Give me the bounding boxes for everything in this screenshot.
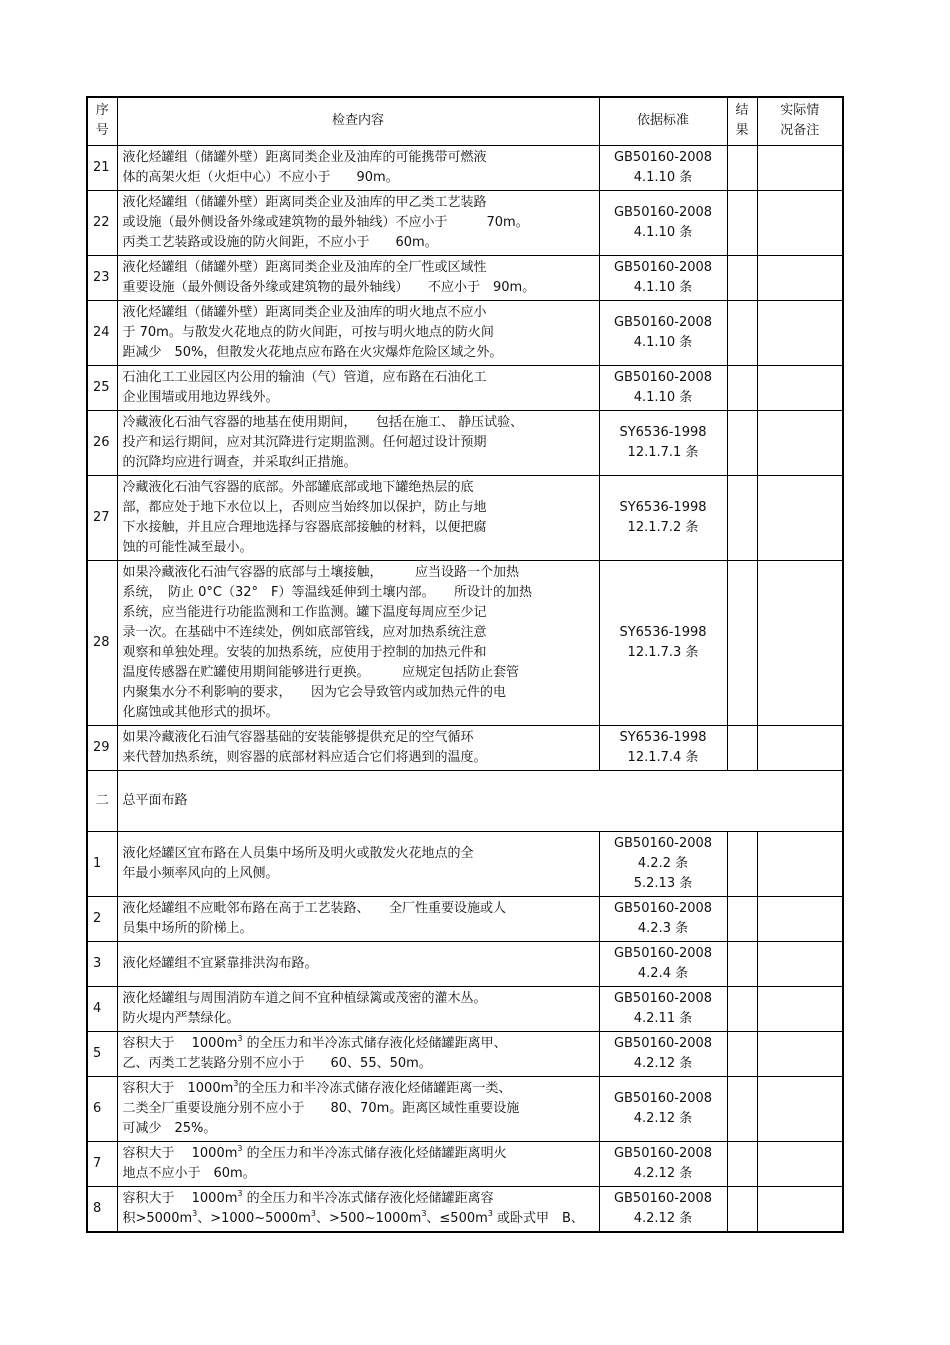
- row-content: 如果冷藏液化石油气容器的底部与土壤接触， 应当设路一个加热 系统， 防止 0°C（32° F）等温线延伸到土壤内部。 所设计的加热 系统，应当能进行功能监测和工作监测。罐下温度每周应至少记 录一次。在基础中不连续处，例如底部管线，应对加热系统注意 观察和单独处理。安装的加热系统，应使用于控制的加热元件和 温度传感器在贮罐使用期间能够进行更换。 应规定包括防止套管 内聚集水分不利影响的要求， 因为它会导致管内或加热元件的电 化腐蚀或其他形式的损坏。: [117, 560, 599, 725]
- row-result: [727, 365, 757, 410]
- row-note: [757, 1076, 843, 1141]
- row-number: 2: [87, 896, 117, 941]
- row-content: 如果冷藏液化石油气容器基础的安装能够提供充足的空气循环 来代替加热系统，则容器的底部材料应适合它们将遇到的温度。: [117, 725, 599, 770]
- header-result: 结 果: [727, 97, 757, 145]
- row-result: [727, 1031, 757, 1076]
- row-number: 28: [87, 560, 117, 725]
- row-result: [727, 145, 757, 190]
- table-row: [87, 1141, 843, 1186]
- superscript-3: 3: [310, 1208, 316, 1218]
- row-note: [757, 475, 843, 560]
- table-row: [87, 560, 843, 725]
- row-standard: GB50160-2008 4.2.12 条: [599, 1076, 727, 1141]
- row-result: [727, 560, 757, 725]
- row-number: 24: [87, 300, 117, 365]
- row-content: 冷藏液化石油气容器的底部。外部罐底部或地下罐绝热层的底 部，都应处于地下水位以上，否则应当始终加以保护，防止与地 下水接触，并且应合理地选择与容器底部接触的材料，以便把腐 蚀的可能性减至最小。: [117, 475, 599, 560]
- row-number: 29: [87, 725, 117, 770]
- row-content: 液化烃罐组与周围消防车道之间不宜种植绿篱或茂密的灌木丛。 防火堤内严禁绿化。: [117, 986, 599, 1031]
- row-note: [757, 1186, 843, 1232]
- header-row: [87, 97, 843, 145]
- row-result: [727, 896, 757, 941]
- row-note: [757, 365, 843, 410]
- row-content: 液化烃罐区宜布路在人员集中场所及明火或散发火花地点的全 年最小频率风向的上风侧。: [117, 831, 599, 896]
- row-note: [757, 410, 843, 475]
- text-fragment: 、>1000~5000m: [197, 1210, 311, 1226]
- row-content: 液化烃罐组（储罐外壁）距离同类企业及油库的全厂性或区域性 重要设施（最外侧设备外缘或建筑物的最外轴线） 不应小于 90m。: [117, 255, 599, 300]
- row-content: 石油化工工业园区内公用的输油（气）管道，应布路在石油化工 企业围墙或用地边界线外。: [117, 365, 599, 410]
- row-number: 3: [87, 941, 117, 986]
- text-fragment: 的全压力和半冷冻式储存液化烃储罐距离容: [242, 1190, 494, 1206]
- row-content: [117, 1076, 599, 1141]
- row-result: [727, 1141, 757, 1186]
- row-note: [757, 896, 843, 941]
- row-content: [117, 1186, 599, 1232]
- row-result: [727, 1186, 757, 1232]
- row-note: [757, 986, 843, 1031]
- row-note: [757, 831, 843, 896]
- row-standard: GB50160-2008 4.2.12 条: [599, 1186, 727, 1232]
- text-fragment: 或卧式甲 B、: [492, 1210, 584, 1226]
- row-number: 5: [87, 1031, 117, 1076]
- row-result: [727, 831, 757, 896]
- row-note: [757, 190, 843, 255]
- section-row: [87, 770, 843, 831]
- row-content: 液化烃罐组不宜紧靠排洪沟布路。: [117, 941, 599, 986]
- table-row: [87, 300, 843, 365]
- table-row: [87, 941, 843, 986]
- text-fragment: 容积大于 1000m: [122, 1145, 238, 1161]
- text-fragment: 的全压力和半冷冻式储存液化烃储罐距离甲、 乙、丙类工艺装路分别不应小于 60、55、50m。: [122, 1035, 507, 1071]
- row-number: 21: [87, 145, 117, 190]
- row-standard: GB50160-2008 4.1.10 条: [599, 145, 727, 190]
- header-note: 实际情 况备注: [757, 97, 843, 145]
- row-content: 冷藏液化石油气容器的地基在使用期间， 包括在施工、 静压试验、 投产和运行期间，应对其沉降进行定期监测。任何超过设计预期 的沉降均应进行调查，并采取纠正措施。: [117, 410, 599, 475]
- table-row: [87, 1031, 843, 1076]
- superscript-3: 3: [233, 1078, 239, 1088]
- row-standard: GB50160-2008 4.1.10 条: [599, 300, 727, 365]
- header-standard: 依据标准: [599, 97, 727, 145]
- row-number: 4: [87, 986, 117, 1031]
- row-note: [757, 300, 843, 365]
- text-fragment: 积>5000m: [122, 1210, 193, 1226]
- text-fragment: 、>500~1000m: [315, 1210, 422, 1226]
- table-row: [87, 255, 843, 300]
- section-title: 总平面布路: [117, 770, 843, 831]
- row-standard: GB50160-2008 4.2.12 条: [599, 1031, 727, 1076]
- row-result: [727, 941, 757, 986]
- header-no: 序 号: [87, 97, 117, 145]
- table-row: [87, 1186, 843, 1232]
- row-result: [727, 255, 757, 300]
- table-row: [87, 190, 843, 255]
- row-standard: SY6536-1998 12.1.7.3 条: [599, 560, 727, 725]
- superscript-3: 3: [421, 1208, 427, 1218]
- row-note: [757, 255, 843, 300]
- row-content: 液化烃罐组（储罐外壁）距离同类企业及油库的甲乙类工艺装路 或设施（最外侧设备外缘或建筑物的最外轴线）不应小于 70m。 丙类工艺装路或设施的防火间距，不应小于 60m。: [117, 190, 599, 255]
- row-content: 液化烃罐组（储罐外壁）距离同类企业及油库的可能携带可燃液 体的高架火炬（火炬中心）不应小于 90m。: [117, 145, 599, 190]
- row-standard: SY6536-1998 12.1.7.1 条: [599, 410, 727, 475]
- row-result: [727, 410, 757, 475]
- superscript-3: 3: [237, 1188, 243, 1198]
- row-note: [757, 725, 843, 770]
- row-note: [757, 1031, 843, 1076]
- row-note: [757, 1141, 843, 1186]
- text-fragment: 、≤500m: [426, 1210, 488, 1226]
- row-standard: GB50160-2008 4.2.2 条 5.2.13 条: [599, 831, 727, 896]
- row-number: 23: [87, 255, 117, 300]
- row-number: 27: [87, 475, 117, 560]
- superscript-3: 3: [237, 1143, 243, 1153]
- row-content: [117, 1031, 599, 1076]
- text-fragment: 的全压力和半冷冻式储存液化烃储罐距离明火 地点不应小于 60m。: [122, 1145, 507, 1181]
- row-result: [727, 475, 757, 560]
- table-row: [87, 365, 843, 410]
- row-content: [117, 1141, 599, 1186]
- table-row: [87, 410, 843, 475]
- inspection-table: [86, 96, 844, 1233]
- row-result: [727, 300, 757, 365]
- row-result: [727, 190, 757, 255]
- row-standard: GB50160-2008 4.2.4 条: [599, 941, 727, 986]
- row-standard: GB50160-2008 4.1.10 条: [599, 190, 727, 255]
- text-fragment: 容积大于 1000m: [122, 1190, 238, 1206]
- table-body: [87, 97, 843, 1232]
- row-note: [757, 941, 843, 986]
- header-content: 检查内容: [117, 97, 599, 145]
- row-result: [727, 986, 757, 1031]
- table-row: [87, 475, 843, 560]
- row-result: [727, 1076, 757, 1141]
- row-note: [757, 145, 843, 190]
- section-number: 二: [87, 770, 117, 831]
- row-content: 液化烃罐组不应毗邻布路在高于工艺装路、 全厂性重要设施或人 员集中场所的阶梯上。: [117, 896, 599, 941]
- text-fragment: 容积大于 1000m: [122, 1080, 234, 1096]
- row-standard: SY6536-1998 12.1.7.2 条: [599, 475, 727, 560]
- row-number: 6: [87, 1076, 117, 1141]
- table-row: [87, 1076, 843, 1141]
- row-note: [757, 560, 843, 725]
- row-number: 22: [87, 190, 117, 255]
- table-row: [87, 896, 843, 941]
- row-standard: GB50160-2008 4.2.3 条: [599, 896, 727, 941]
- row-number: 26: [87, 410, 117, 475]
- row-number: 8: [87, 1186, 117, 1232]
- superscript-3: 3: [487, 1208, 493, 1218]
- row-standard: GB50160-2008 4.1.10 条: [599, 365, 727, 410]
- table-row: [87, 986, 843, 1031]
- row-number: 25: [87, 365, 117, 410]
- text-fragment: 容积大于 1000m: [122, 1035, 238, 1051]
- row-standard: GB50160-2008 4.2.11 条: [599, 986, 727, 1031]
- text-fragment: 的全压力和半冷冻式储存液化烃储罐距离一类、 二类全厂重要设施分别不应小于 80、70m。距离区域性重要设施 可减少 25%。: [122, 1080, 520, 1136]
- row-standard: GB50160-2008 4.2.12 条: [599, 1141, 727, 1186]
- superscript-3: 3: [237, 1033, 243, 1043]
- table-row: [87, 725, 843, 770]
- table-row: [87, 145, 843, 190]
- superscript-3: 3: [192, 1208, 198, 1218]
- table-row: [87, 831, 843, 896]
- row-number: 7: [87, 1141, 117, 1186]
- row-result: [727, 725, 757, 770]
- row-standard: GB50160-2008 4.1.10 条: [599, 255, 727, 300]
- row-number: 1: [87, 831, 117, 896]
- row-standard: SY6536-1998 12.1.7.4 条: [599, 725, 727, 770]
- row-content: 液化烃罐组（储罐外壁）距离同类企业及油库的明火地点不应小 于 70m。与散发火花地点的防火间距，可按与明火地点的防火间 距减少 50%，但散发火花地点应布路在火灾爆炸危险区域之外。: [117, 300, 599, 365]
